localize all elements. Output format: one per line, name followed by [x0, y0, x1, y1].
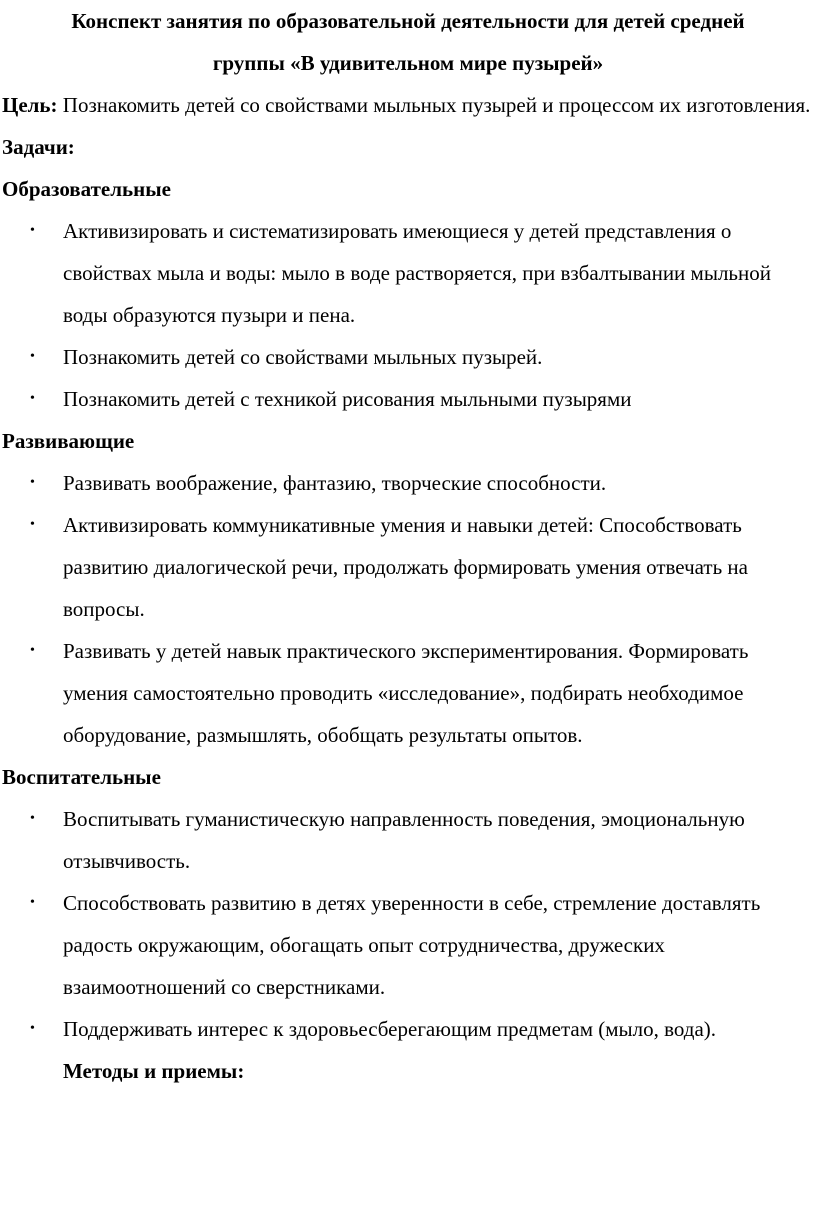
- list-item-text: Способствовать развитию в детях уверенности в себе, стремление доставлять радость окружающим, обогащать опыт сотрудничества, дружеских взаимоотношений со сверстниками.: [63, 891, 761, 999]
- list-item: [0, 504, 816, 630]
- list-item: [0, 462, 816, 504]
- document-title: [0, 0, 816, 84]
- bullet-icon: •: [30, 895, 35, 910]
- section-heading-developmental: Развивающие: [2, 429, 135, 453]
- list-item: [0, 1008, 816, 1050]
- list-item: [0, 378, 816, 420]
- list-item: [0, 336, 816, 378]
- list-item-text: Воспитывать гуманистическую направленность поведения, эмоциональную отзывчивость.: [63, 807, 745, 873]
- goal-paragraph: [0, 84, 816, 126]
- list-item-text: Активизировать и систематизировать имеющиеся у детей представления о свойствах мыла и воды: мыло в воде растворяется, при взбалтывании мыльной воды образуются пузыри и пена.: [63, 219, 771, 327]
- list-item-text: Познакомить детей со свойствами мыльных пузырей.: [63, 345, 543, 369]
- list-item: [0, 882, 816, 1008]
- bullet-icon: •: [30, 811, 35, 826]
- tasks-heading: Задачи:: [2, 135, 75, 159]
- goal-text: Познакомить детей со свойствами мыльных пузырей и процессом их изготовления.: [57, 93, 811, 117]
- list-item: [0, 798, 816, 882]
- list-item-text: Развивать у детей навык практического экспериментирования. Формировать умения самостоятельно проводить «исследование», подбирать необходимое оборудование, размышлять, обобщать результаты опытов.: [63, 639, 749, 747]
- methods-heading: Методы и приемы:: [63, 1059, 245, 1083]
- bullet-icon: •: [30, 643, 35, 658]
- section-heading-upbringing: Воспитательные: [2, 765, 161, 789]
- section-heading-educational: Образовательные: [2, 177, 171, 201]
- list-item-text: Познакомить детей с техникой рисования мыльными пузырями: [63, 387, 632, 411]
- upbringing-list: [0, 798, 816, 1050]
- bullet-icon: •: [30, 1021, 35, 1036]
- list-item: [0, 630, 816, 756]
- bullet-icon: •: [30, 475, 35, 490]
- list-item-text: Активизировать коммуникативные умения и навыки детей: Способствовать развитию диалогической речи, продолжать формировать умения отвечать на вопросы.: [63, 513, 748, 621]
- bullet-icon: •: [30, 223, 35, 238]
- title-line-2: группы «В удивительном мире пузырей»: [212, 51, 604, 75]
- list-item-text: Поддерживать интерес к здоровьесберегающим предметам (мыло, вода).: [63, 1017, 717, 1041]
- bullet-icon: •: [30, 517, 35, 532]
- title-line-1: Конспект занятия по образовательной деятельности для детей средней: [71, 9, 745, 33]
- list-item-text: Развивать воображение, фантазию, творческие способности.: [63, 471, 607, 495]
- bullet-icon: •: [30, 391, 35, 406]
- list-item: [0, 210, 816, 336]
- developmental-list: [0, 462, 816, 756]
- bullet-icon: •: [30, 349, 35, 364]
- goal-label: Цель:: [2, 93, 58, 117]
- educational-list: [0, 210, 816, 420]
